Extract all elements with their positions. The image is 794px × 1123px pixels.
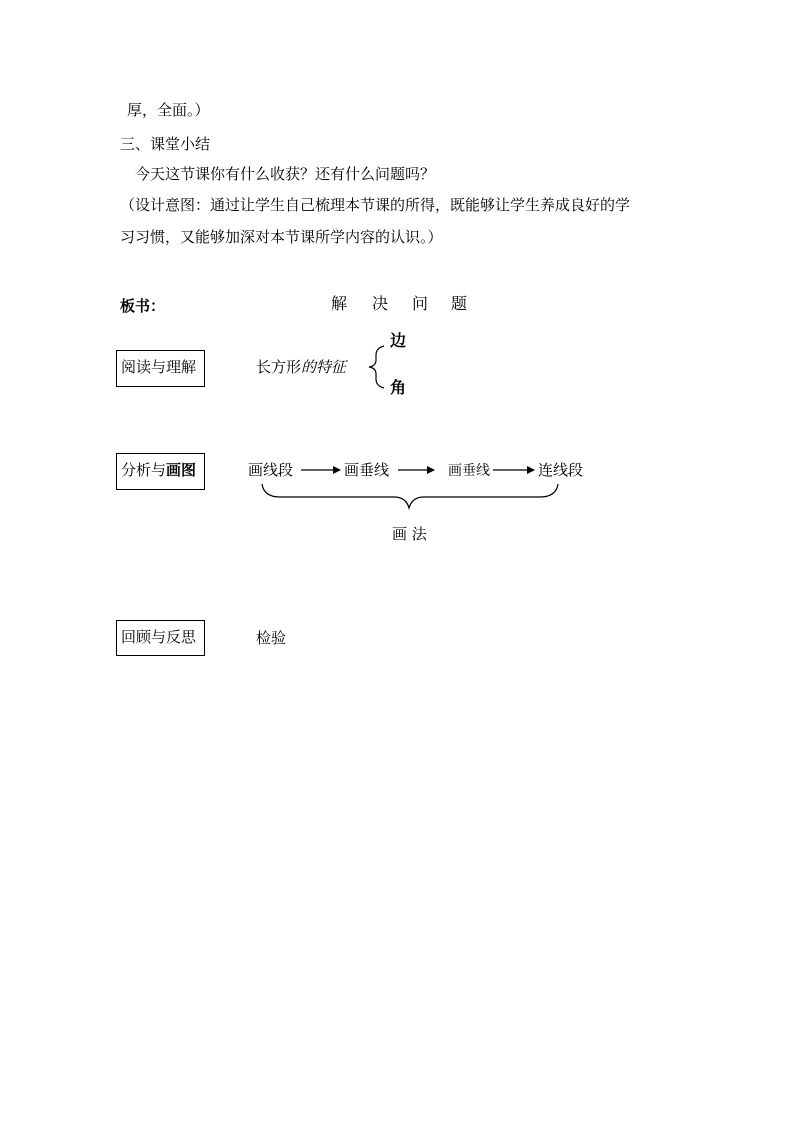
board-label: 板书： [120,297,166,315]
board-title-char-4: 题 [451,294,468,313]
design-intent-line-2: 习习惯，又能够加深对本节课所学内容的认识。） [120,228,443,246]
step-draw-segment: 画线段 [248,461,294,479]
steps-brace [262,484,558,508]
feature-brace [369,346,384,388]
section-heading: 三、课堂小结 [120,135,211,153]
board-title-char-2: 决 [372,294,389,313]
box-review-reflection: 回顾与反思 [116,620,205,656]
paragraph-continuation: 厚，全面。） [127,101,210,119]
branch-edge: 边 [390,331,407,350]
branch-angle: 角 [390,378,407,397]
step-draw-perpendicular-2: 画垂线 [448,463,490,479]
check-label: 检验 [256,629,287,647]
box-analysis-text: 分析与 [121,461,167,479]
board-title-char-1: 解 [331,294,348,313]
design-intent-line-1: （设计意图：通过让学生自己梳理本节课的所得，既能够让学生养成良好的学 [120,196,631,214]
step-draw-perpendicular-1: 画垂线 [344,461,390,479]
feature-suffix: 的特征 [301,358,347,376]
summary-question: 今天这节课你有什么收获？还有什么问题吗？ [135,165,436,183]
drawing-method-label: 画 法 [392,525,427,543]
box-reading-understanding: 阅读与理解 [116,350,205,387]
box-drawing-text: 画图 [166,461,197,479]
feature-prefix: 长方形 [256,358,302,376]
step-connect-segments: 连线段 [538,461,584,479]
board-title-char-3: 问 [412,294,429,313]
